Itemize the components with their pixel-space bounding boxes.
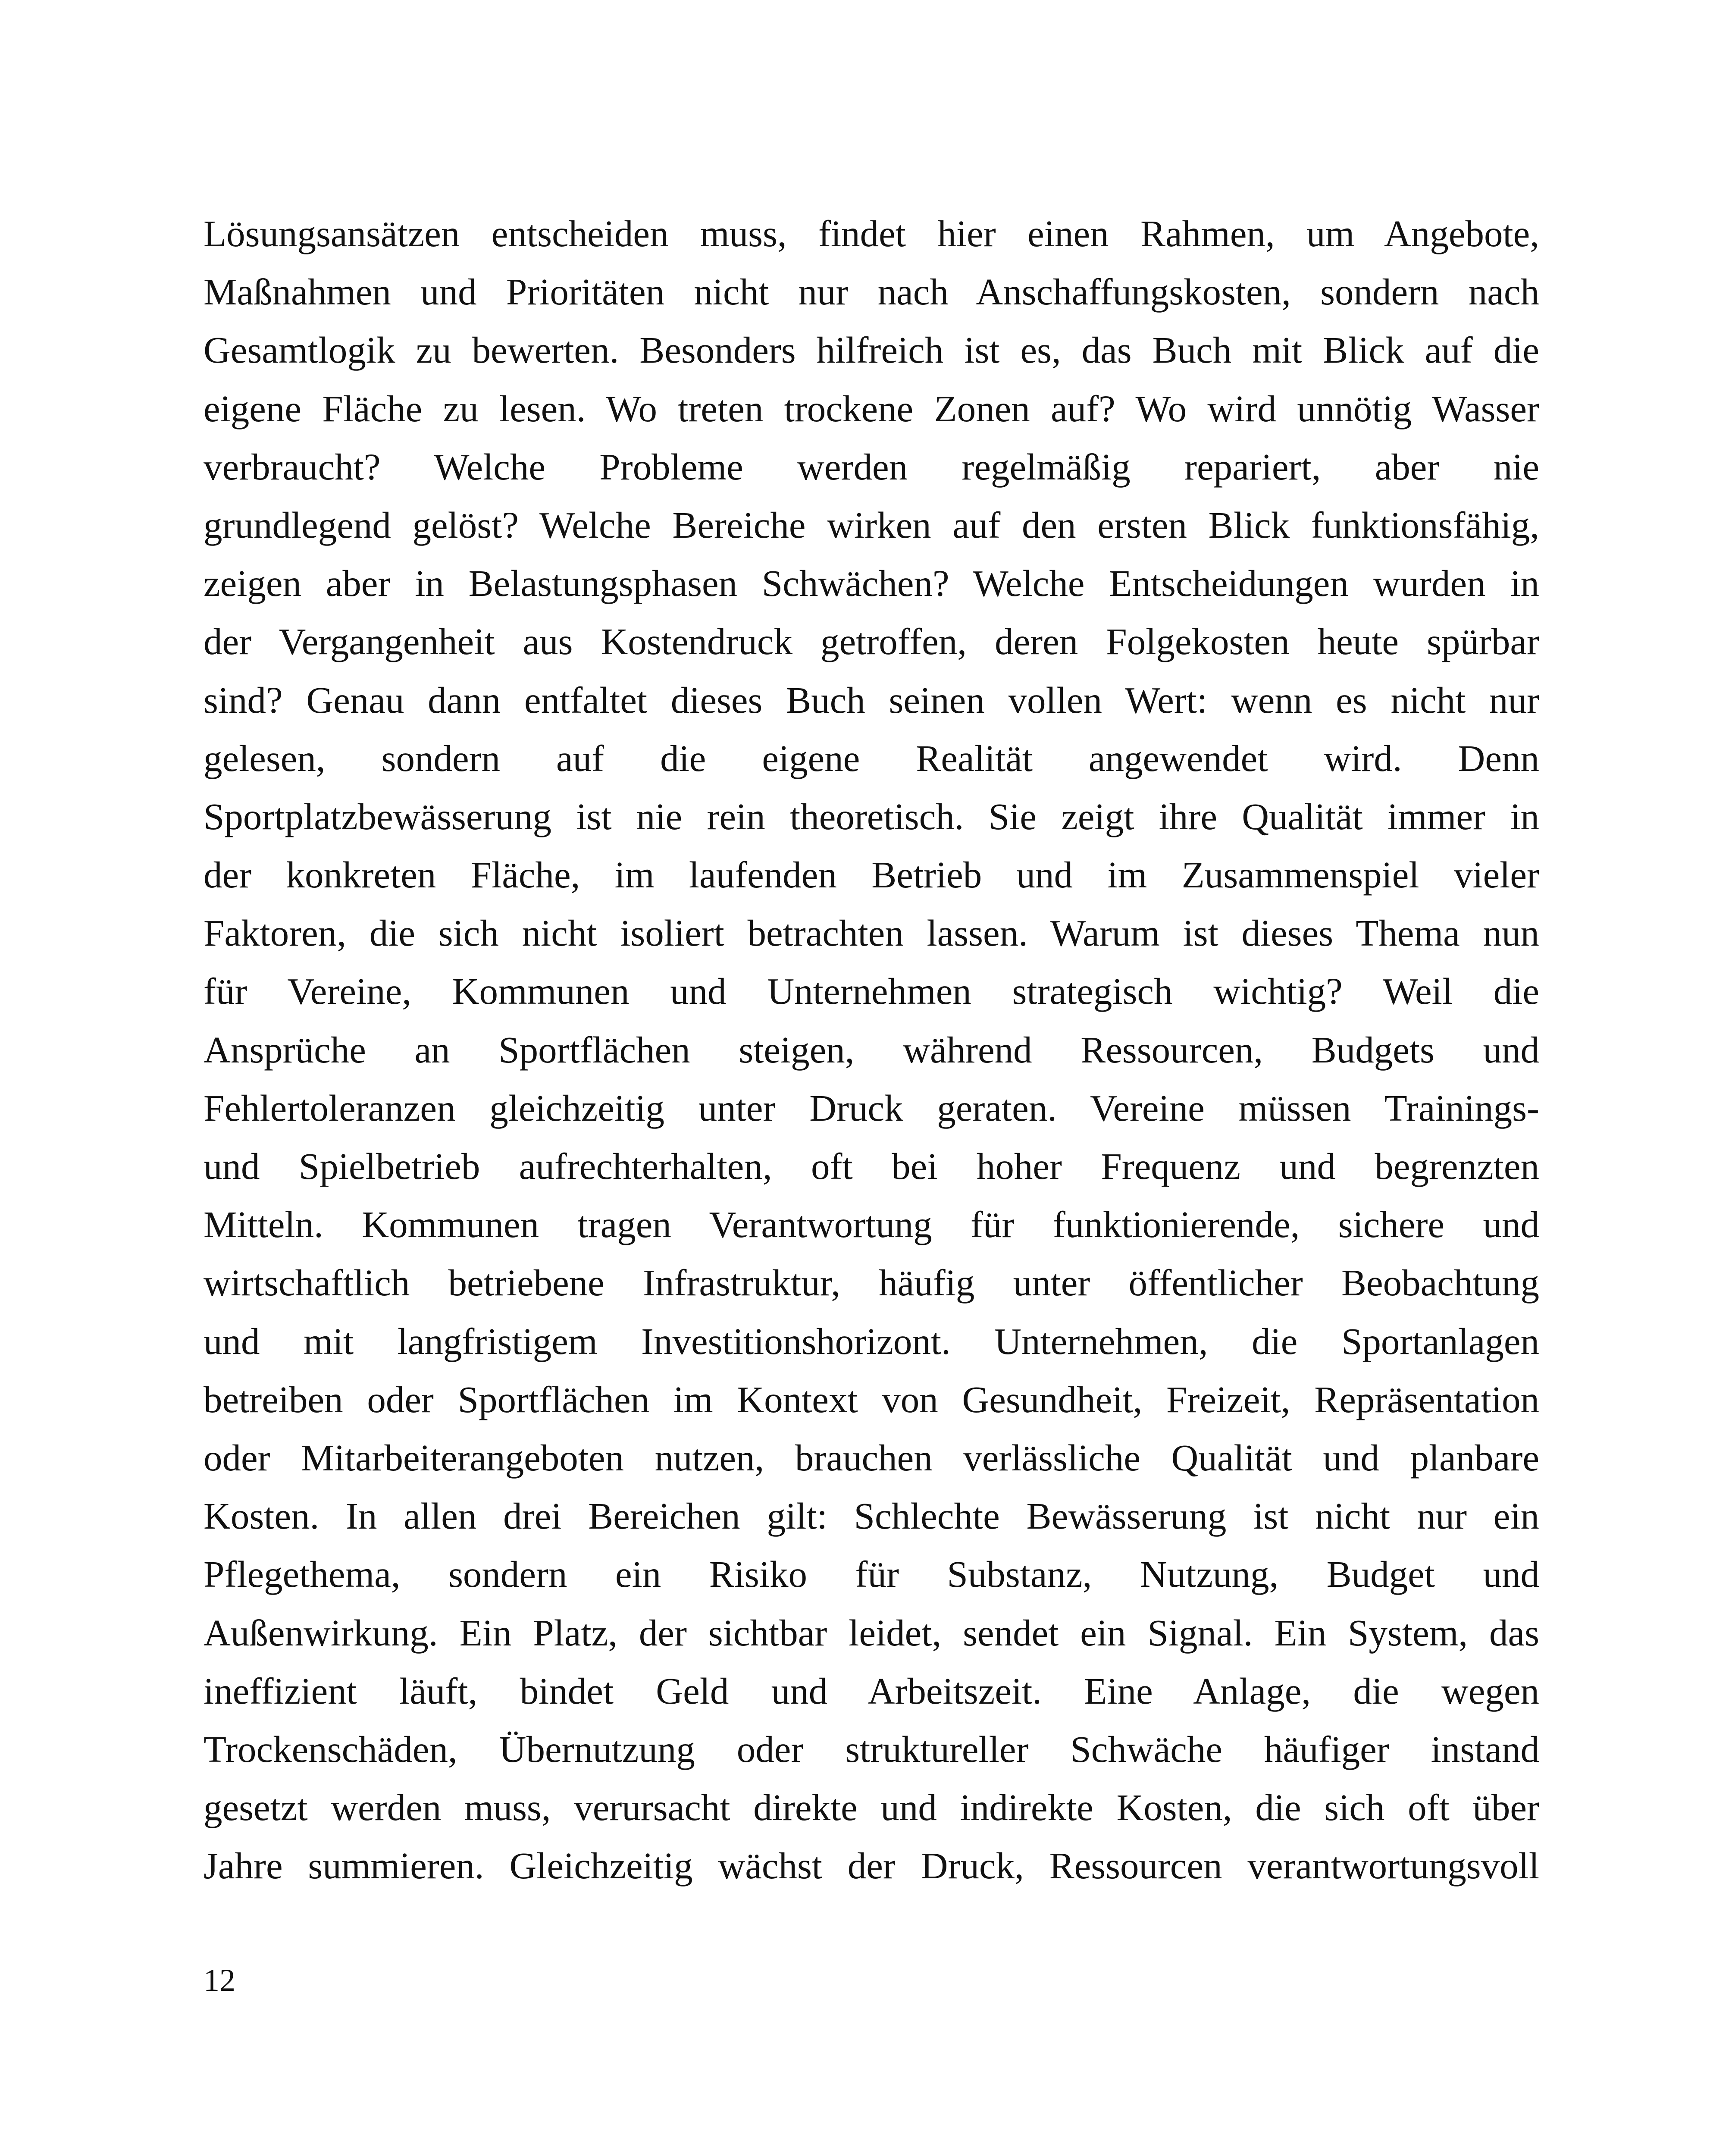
text-line: Außenwirkung. Ein Platz, der sichtbar leidet, sendet ein Signal. Ein System, das — [204, 1611, 1539, 1654]
text-line: Maßnahmen und Prioritäten nicht nur nach Anschaffungskosten, sondern nach — [204, 271, 1539, 313]
text-line: der Vergangenheit aus Kostendruck getroffen, deren Folgekosten heute spürbar — [204, 620, 1539, 663]
text-line: grundlegend gelöst? Welche Bereiche wirken auf den ersten Blick funktionsfähig, — [204, 504, 1539, 546]
text-line: Fehlertoleranzen gleichzeitig unter Druck geraten. Vereine müssen Trainings- — [204, 1087, 1539, 1129]
text-line: Gesamtlogik zu bewerten. Besonders hilfreich ist es, das Buch mit Blick auf die — [204, 329, 1539, 371]
text-line: zeigen aber in Belastungsphasen Schwächen? Welche Entscheidungen wurden in — [204, 562, 1539, 605]
text-line: der konkreten Fläche, im laufenden Betrieb und im Zusammenspiel vieler — [204, 854, 1539, 896]
text-line: sind? Genau dann entfaltet dieses Buch seinen vollen Wert: wenn es nicht nur — [204, 679, 1539, 721]
text-line: betreiben oder Sportflächen im Kontext von Gesundheit, Freizeit, Repräsentation — [204, 1378, 1539, 1420]
text-line: Kosten. In allen drei Bereichen gilt: Schlechte Bewässerung ist nicht nur ein — [204, 1495, 1539, 1537]
text-line: ineffizient läuft, bindet Geld und Arbeitszeit. Eine Anlage, die wegen — [204, 1670, 1539, 1712]
text-line: verbraucht? Welche Probleme werden regelmäßig repariert, aber nie — [204, 445, 1539, 488]
page-number: 12 — [204, 1963, 235, 1998]
text-line: Ansprüche an Sportflächen steigen, während Ressourcen, Budgets und — [204, 1028, 1539, 1071]
text-line: wirtschaftlich betriebene Infrastruktur, häufig unter öffentlicher Beobachtung — [204, 1262, 1539, 1304]
text-line: und mit langfristigem Investitionshorizont. Unternehmen, die Sportanlagen — [204, 1320, 1539, 1362]
text-line: für Vereine, Kommunen und Unternehmen strategisch wichtig? Weil die — [204, 970, 1539, 1012]
text-line: Jahre summieren. Gleichzeitig wächst der Druck, Ressourcen verantwortungsvoll — [204, 1845, 1539, 1887]
text-line: Sportplatzbewässerung ist nie rein theoretisch. Sie zeigt ihre Qualität immer in — [204, 795, 1539, 837]
text-line: Mitteln. Kommunen tragen Verantwortung für funktionierende, sichere und — [204, 1203, 1539, 1246]
text-line: gelesen, sondern auf die eigene Realität angewendet wird. Denn — [204, 737, 1539, 779]
text-line: gesetzt werden muss, verursacht direkte und indirekte Kosten, die sich oft über — [204, 1786, 1539, 1829]
text-line: Lösungsansätzen entscheiden muss, findet hier einen Rahmen, um Angebote, — [204, 213, 1539, 254]
text-line: Faktoren, die sich nicht isoliert betrachten lassen. Warum ist dieses Thema nun — [204, 912, 1539, 954]
text-line: eigene Fläche zu lesen. Wo treten trockene Zonen auf? Wo wird unnötig Wasser — [204, 387, 1539, 429]
text-line: Trockenschäden, Übernutzung oder struktureller Schwäche häufiger instand — [204, 1728, 1539, 1770]
text-line: Pflegethema, sondern ein Risiko für Substanz, Nutzung, Budget und — [204, 1553, 1539, 1595]
text-line: und Spielbetrieb aufrechterhalten, oft bei hoher Frequenz und begrenzten — [204, 1145, 1539, 1187]
text-line: oder Mitarbeiterangeboten nutzen, brauchen verlässliche Qualität und planbare — [204, 1436, 1539, 1479]
body-text — [204, 204, 1539, 1895]
